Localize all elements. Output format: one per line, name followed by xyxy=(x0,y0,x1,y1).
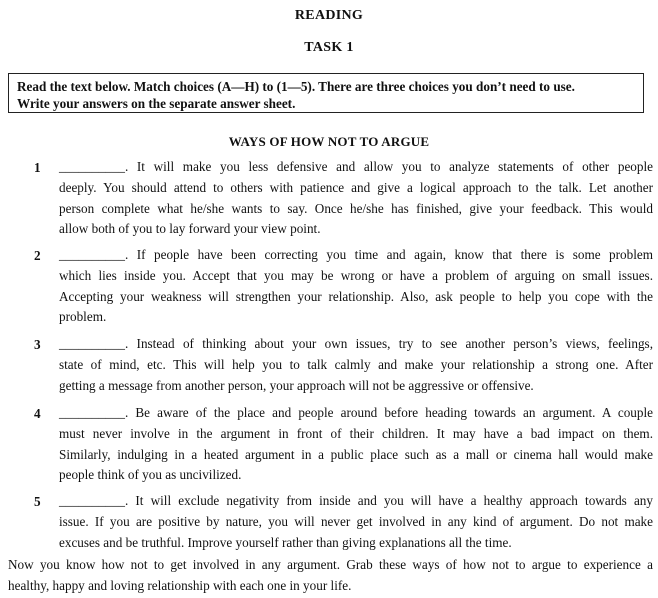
text-line: issue. If you are positive by nature, you will never get involved in any kind of argument. Do not make xyxy=(59,513,653,529)
instructions-line: Read the text below. Match choices (A—H) to (1—5). There are three choices you don’t need to use. xyxy=(17,79,575,94)
instructions-line: Write your answers on the separate answer sheet. xyxy=(17,96,296,111)
text-line: problem. xyxy=(59,309,107,325)
paragraph-number: 1 xyxy=(34,160,41,175)
article-title: WAYS OF HOW NOT TO ARGUE xyxy=(228,134,430,149)
text-line: excuses and be truthful. Improve yourself rather than giving explanations all the time. xyxy=(59,534,512,550)
text-line: Accepting your weakness will strengthen your relationship. Also, ask people to help you cope with the xyxy=(59,288,653,304)
text-line: __________. Instead of thinking about your own issues, try to see another person’s views, feelings, xyxy=(59,336,653,351)
text-line: __________. It will make you less defensive and allow you to analyze statements of other people xyxy=(59,159,653,174)
paragraph-text xyxy=(59,403,653,486)
paragraph-text xyxy=(59,157,653,240)
paragraph-text xyxy=(59,491,653,553)
paragraph-number: 5 xyxy=(34,494,41,509)
text-line: state of mind, etc. This will help you to talk calmly and make your relationship a strong one. After xyxy=(59,356,653,372)
text-line: __________. If people have been correcting you time and again, know that there is some problem xyxy=(59,247,653,262)
section-title: READING xyxy=(294,8,364,23)
task-title: TASK 1 xyxy=(304,40,354,55)
paragraph-number: 4 xyxy=(34,406,41,421)
text-line: getting a message from another person, your approach will not be aggressive or offensive. xyxy=(59,377,534,393)
paragraph-text xyxy=(59,245,653,328)
text-line: must never involve in the argument in front of their children. It may have a bad impact on them. xyxy=(59,425,653,441)
text-line: which lies inside you. Accept that you may be wrong or have a problem of arguing on small issues. xyxy=(59,267,653,283)
text-line: people think of you as uncivilized. xyxy=(59,467,242,483)
text-line: __________. It will exclude negativity from inside and you will have a healthy approach towards any xyxy=(59,493,653,508)
text-line: Similarly, indulging in a heated argument in a public place such as a mall or cinema hall would make xyxy=(59,446,653,462)
text-line: Now you know how not to get involved in any argument. Grab these ways of how not to argue to experience a xyxy=(8,557,653,572)
paragraph-number: 2 xyxy=(34,248,41,263)
paragraph-number: 3 xyxy=(34,337,41,352)
text-line: __________. Be aware of the place and people around before heading towards an argument. A couple xyxy=(59,405,653,420)
closing-paragraph xyxy=(8,555,653,597)
text-line: allow both of you to lay forward your view point. xyxy=(59,221,321,237)
text-line: healthy, happy and loving relationship with each one in your life. xyxy=(8,577,352,593)
text-line: person complete what he/she wants to say. Once he/she has finished, give your feedback. This would xyxy=(59,200,653,216)
paragraph-text xyxy=(59,334,653,396)
text-line: deeply. You should attend to others with patience and give a logical approach to the talk. Let another xyxy=(59,179,653,195)
instructions-box xyxy=(8,73,644,113)
